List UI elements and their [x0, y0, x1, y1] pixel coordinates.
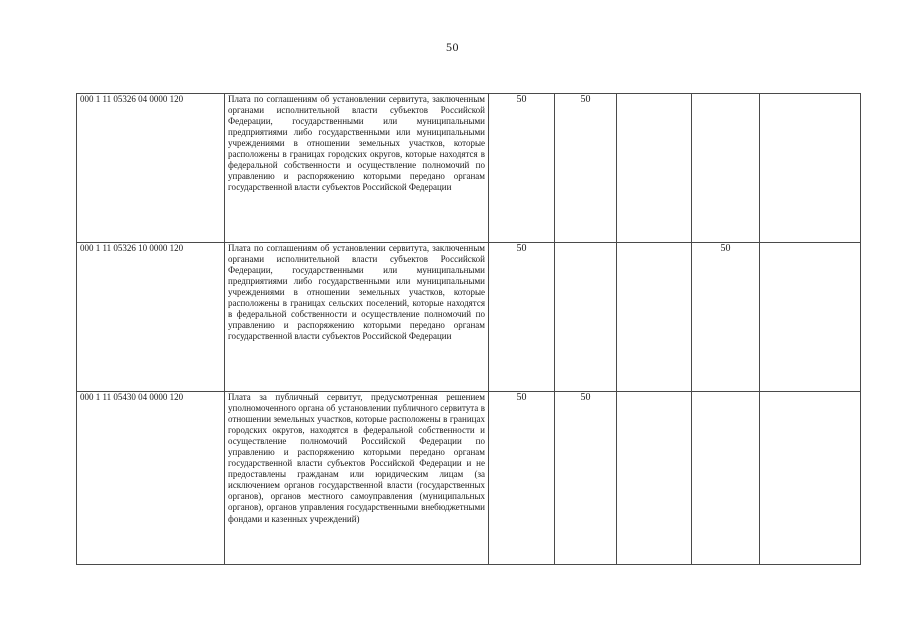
- budget-code-cell: 000 1 11 05326 04 0000 120: [77, 94, 225, 243]
- table-row: [77, 392, 861, 565]
- table-row: [77, 94, 861, 243]
- value-cell: [760, 392, 861, 565]
- description-cell: Плата за публичный сервитут, предусмотренная решением уполномоченного органа об установлении публичного сервитута в отношении земельных участков, которые расположены в границах городских округов, находятся в федеральной собственности и осуществление полномочий Российской Федерации по управлению и распоряжению которыми передано органам государственной власти субъектов Российской Федерации и не предоставлены гражданам или юридическим лицам (за исключением органов государственной власти (государственных органов), органов местного самоуправления (муниципальных органов), органов управления государственными внебюджетными фондами и казенных учреждений): [225, 392, 489, 565]
- value-cell: [692, 392, 760, 565]
- value-cell: [760, 243, 861, 392]
- description-cell: Плата по соглашениям об установлении сервитута, заключенным органами исполнительной власти субъектов Российской Федерации, государственными или муниципальными предприятиями либо государственными или муниципальными учреждениями в отношении земельных участков, которые расположены в границах сельских поселений, которые находятся в федеральной собственности и осуществление полномочий по управлению и распоряжению которыми передано органам государственной власти субъектов Российской Федерации: [225, 243, 489, 392]
- budget-code-cell: 000 1 11 05326 10 0000 120: [77, 243, 225, 392]
- value-cell: 50: [555, 94, 617, 243]
- revenue-table: [76, 93, 861, 565]
- value-cell: 50: [555, 392, 617, 565]
- description-cell: Плата по соглашениям об установлении сервитута, заключенным органами исполнительной власти субъектов Российской Федерации, государственными или муниципальными предприятиями либо государственными или муниципальными учреждениями в отношении земельных участков, которые расположены в границах городских округов, которые находятся в федеральной собственности и осуществление полномочий по управлению и распоряжению которыми передано органам государственной власти субъектов Российской Федерации: [225, 94, 489, 243]
- page-number: 50: [446, 40, 459, 54]
- value-cell: [617, 94, 692, 243]
- table-row: [77, 243, 861, 392]
- value-cell: [760, 94, 861, 243]
- value-cell: 50: [489, 392, 555, 565]
- value-cell: [692, 94, 760, 243]
- value-cell: [555, 243, 617, 392]
- budget-code-cell: 000 1 11 05430 04 0000 120: [77, 392, 225, 565]
- value-cell: [617, 243, 692, 392]
- value-cell: 50: [692, 243, 760, 392]
- value-cell: 50: [489, 94, 555, 243]
- value-cell: [617, 392, 692, 565]
- value-cell: 50: [489, 243, 555, 392]
